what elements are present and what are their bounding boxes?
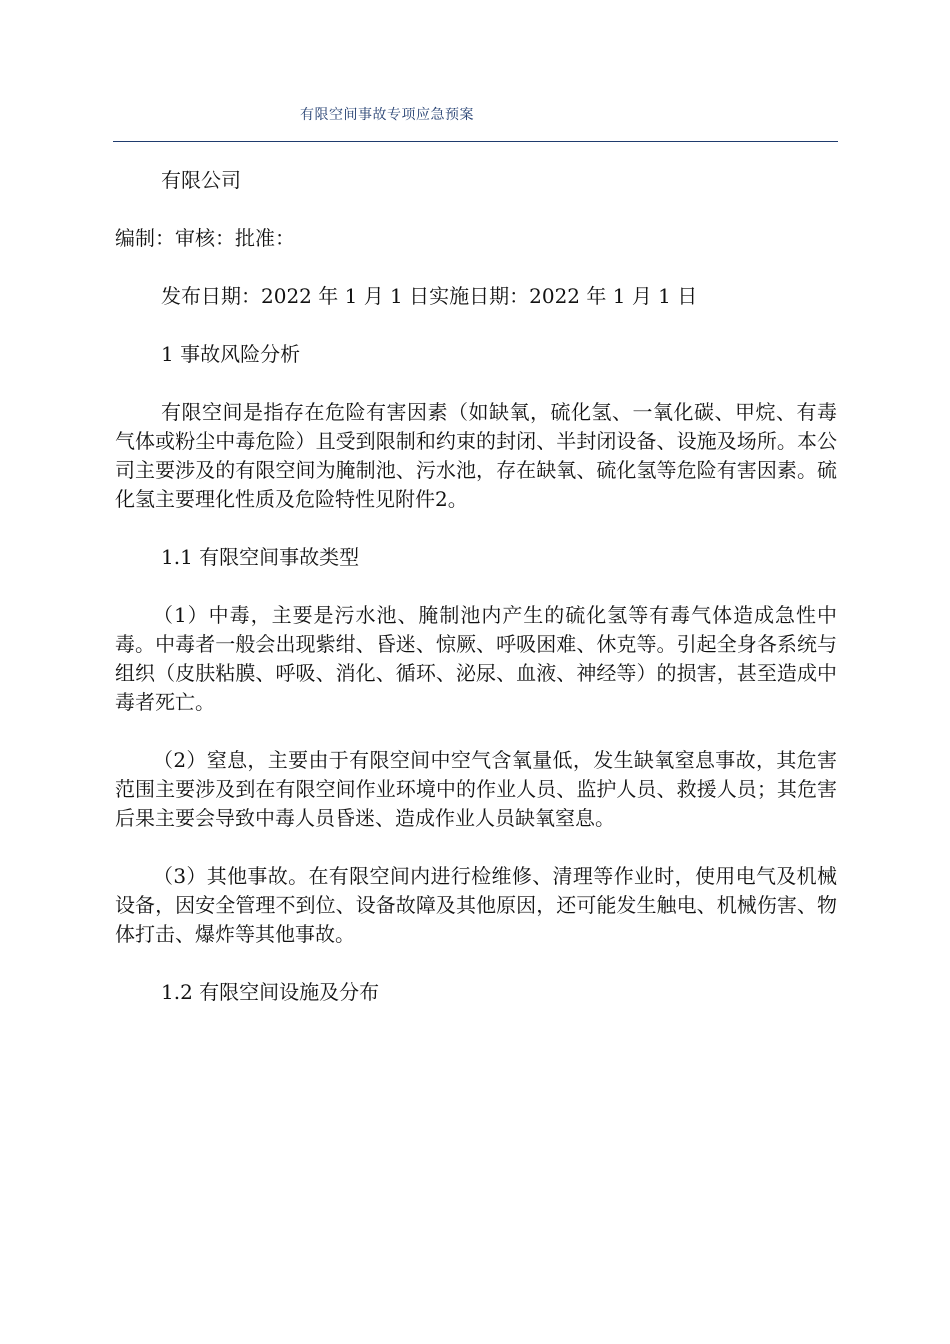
dates-line: 发布日期：2022 年 1 月 1 日实施日期：2022 年 1 月 1 日 bbox=[161, 284, 698, 308]
running-header: 有限空间事故专项应急预案 bbox=[300, 107, 474, 123]
subsection-heading: 1.2 有限空间设施及分布 bbox=[161, 980, 380, 1004]
signoff-line: 编制：审核：批准： bbox=[115, 226, 295, 250]
section-heading: 1 事故风险分析 bbox=[161, 342, 301, 366]
list-item-other-accidents: （3）其他事故。在有限空间内进行检维修、清理等作业时，使用电气及机械设备，因安全管理不到位、设备故障及其他原因，还可能发生触电、机械伤害、物体打击、爆炸等其他事故。 bbox=[115, 864, 837, 946]
document-body bbox=[115, 166, 837, 1007]
list-item-suffocation: （2）窒息，主要由于有限空间中空气含氧量低，发生缺氧窒息事故，其危害范围主要涉及到在有限空间作业环境中的作业人员、监护人员、救援人员；其危害后果主要会导致中毒人员昏迷、造成作业人员缺氧窒息。 bbox=[115, 748, 837, 830]
paragraph: 有限空间是指存在危险有害因素（如缺氧，硫化氢、一氧化碳、甲烷、有毒气体或粉尘中毒危险）且受到限制和约束的封闭、半封闭设备、设施及场所。本公司主要涉及的有限空间为腌制池、污水池，存在缺氧、硫化氢等危险有害因素。硫化氢主要理化性质及危险特性见附件2。 bbox=[115, 400, 837, 511]
subsection-heading: 1.1 有限空间事故类型 bbox=[161, 545, 360, 569]
list-item-poisoning: （1）中毒，主要是污水池、腌制池内产生的硫化氢等有毒气体造成急性中毒。中毒者一般会出现紫绀、昏迷、惊厥、呼吸困难、休克等。引起全身各系统与组织（皮肤粘膜、呼吸、消化、循环、泌尿、血液、神经等）的损害，甚至造成中毒者死亡。 bbox=[115, 603, 837, 714]
header-divider bbox=[113, 141, 838, 142]
company-name: 有限公司 bbox=[161, 168, 241, 192]
